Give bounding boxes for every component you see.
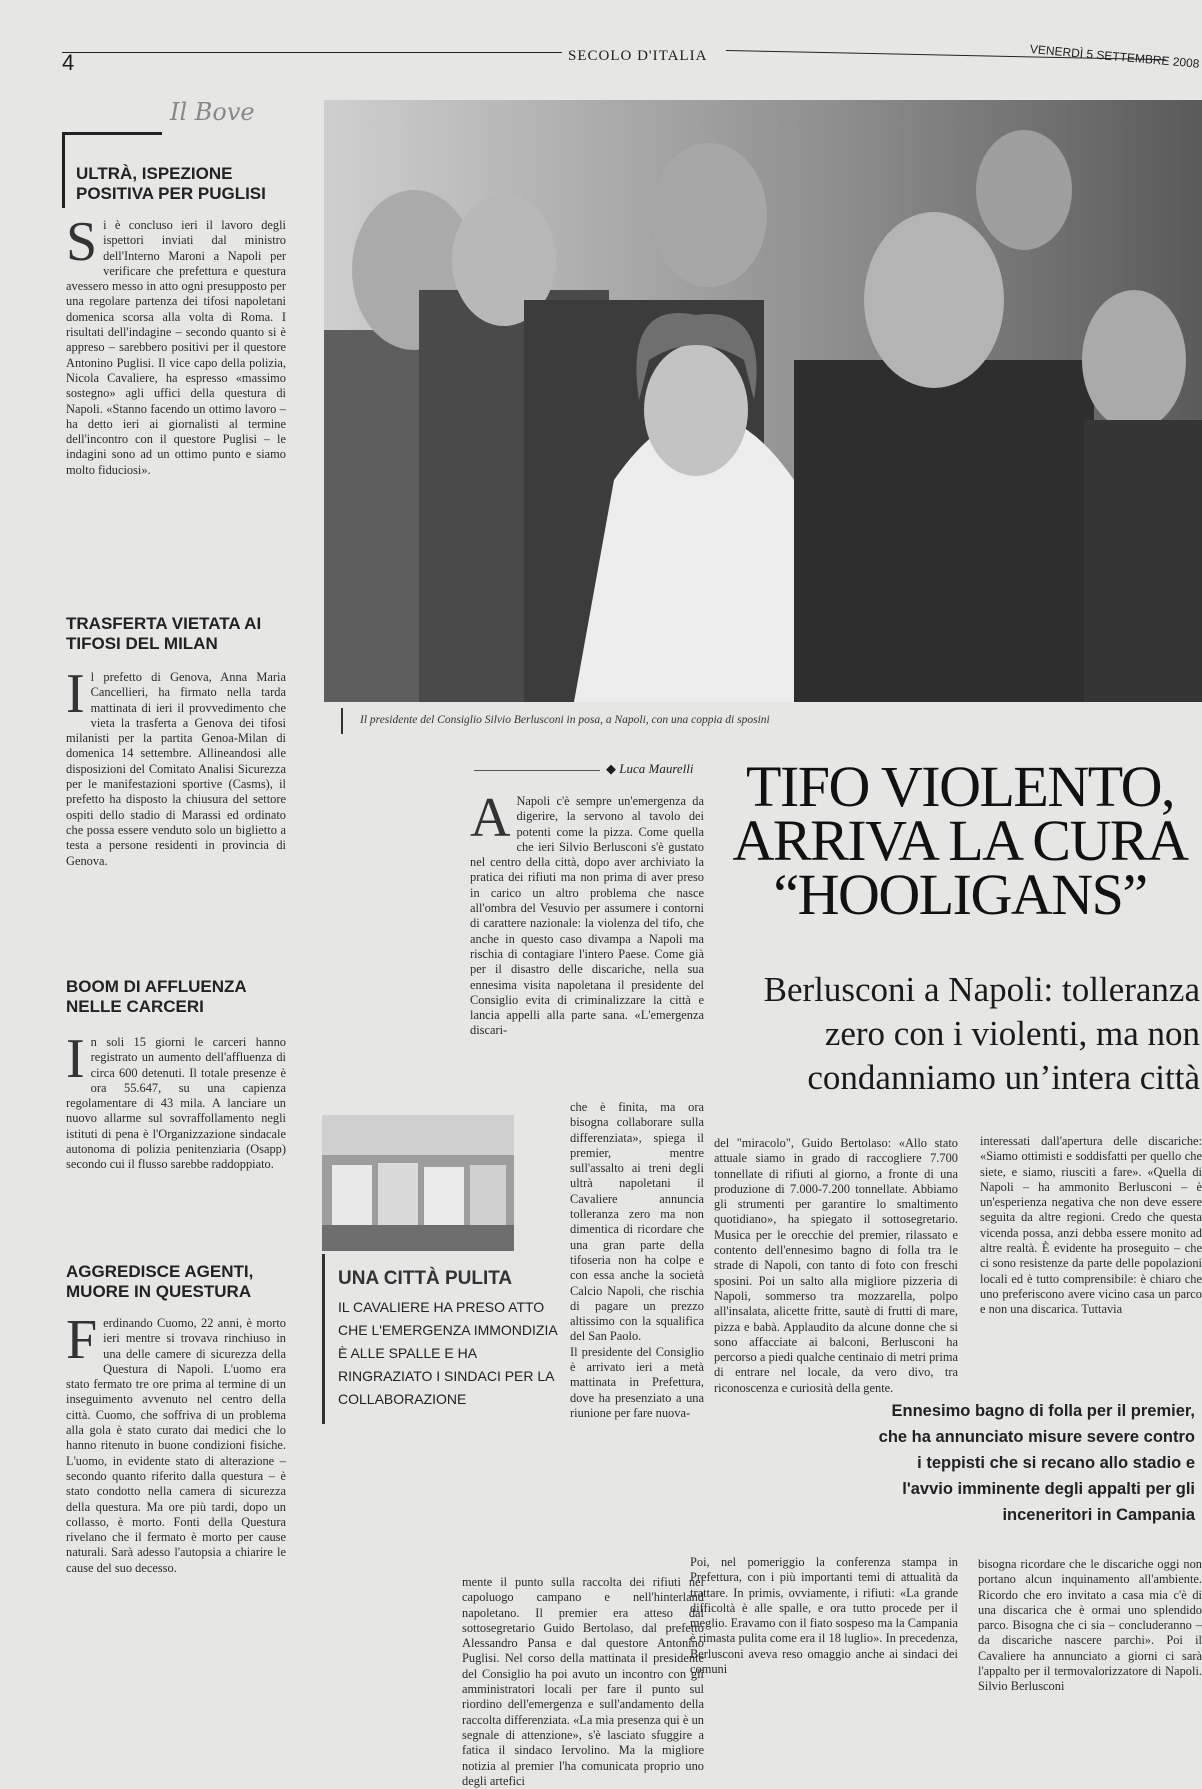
kicker-bar bbox=[62, 132, 65, 208]
title-line: TIFO VIOLENTO, bbox=[746, 754, 1174, 819]
main-photo bbox=[324, 100, 1202, 702]
brief-headline-trasferta: TRASFERTA VIETATA AI TIFOSI DEL MILAN bbox=[66, 614, 262, 653]
article-col-3: mente il punto sulla raccolta dei rifiuti nel capoluogo campano e nell'hinterland napoletano. Il premier era atteso dal sottosegretario Guido Bertolaso, dal prefetto Alessandro Pansa e dal questore Antonino Puglisi. Nel corso della mattinata il presidente del Consiglio ha poi avuto un incontro con gli amministratori locali per fare il punto sul riordino dell'emergenza e sull'andamento della raccolta differenziata. «La mia presenza qui è un segnale di attenzione», s'è lasciato sfuggire a fatica il sindaco Iervolino. Ma la migliore notizia al premier l'ha comunicata proprio uno degli artefici bbox=[462, 1575, 704, 1788]
brief-body-carceri bbox=[66, 1028, 286, 1173]
main-photo-image bbox=[324, 100, 1202, 702]
photo-caption: Il presidente del Consiglio Silvio Berlusconi in posa, a Napoli, con una coppia di sposini bbox=[360, 714, 770, 726]
article-col-5: interessati dall'apertura delle discariche: «Siamo ottimisti e soddisfatti per quello che siete, e siamo, riusciti a fare». «Quella di Napoli – ha ammonito Berlusconi – è un'esperienza negativa che non deve essere seguita da altre regioni. Credo che questa vicenda possa, anzi debba essere monito ad altre realtà. È evidente ha proseguito – che ci sono resistenze da parte delle popolazioni locali ed è tutto comprensibile: è chiaro che uno preferiscono avere vicino casa un parco e non una discarica. Tuttavia bbox=[980, 1134, 1202, 1317]
handwritten-signature: Il Bove bbox=[170, 98, 255, 126]
dropcap: S bbox=[66, 211, 98, 273]
dropcap: F bbox=[66, 1309, 98, 1371]
brief-text: i è concluso ieri il lavoro degli ispettori inviati dal ministro dell'Interno Maroni a Napoli per verificare che prefettura e questura avessero messo in atto ogni presupposto per una regolare partenza dei tifosi napoletani domenica scorsa alla volta di Roma. I risultati dell'indagine – secondo quanto si è appreso – sarebbero positivi per il questore Antonino Puglisi. Il vice capo della polizia, Nicola Cavaliere, ha espresso «massimo sostegno» agli uffici della questura di Napoli. «Stanno facendo un ottimo lavoro – ha detto ieri ai giornalisti al termine dell'incontro con il questore Puglisi – le indagini sono ad un ottimo punto e siamo molto fiduciosi». bbox=[66, 218, 286, 477]
article-col-2: che è finita, ma ora bisogna collaborare sulla differenziata», spiega il premier, mentre sull'assalto ai treni degli ultrà napoletani il Cavaliere annuncia tolleranza zero ma non dimentica di ricordare che una gran parte della tifoseria non ha colpe e con essa anche la società Calcio Napoli, che rischia di pagare un prezzo altissimo con la squalifica del San Paolo. Il presidente del Consiglio è arrivato ieri a metà mattinata in Prefettura, dove ha presenziato a una riunione per fare nuova- bbox=[570, 1100, 704, 1420]
pullquote: Ennesimo bagno di folla per il premier, che ha annunciato misure severe contro i teppisti che si recano allo stadio e l'avvio imminente degli appalti per gli inceneritori in Campania bbox=[878, 1402, 1195, 1524]
page-number: 4 bbox=[62, 50, 75, 75]
dropcap: I bbox=[66, 1028, 85, 1090]
article-title bbox=[720, 754, 1200, 927]
article-text: Napoli c'è sempre un'emergenza da digerire, la servono al tavolo dei potenti come la pizza. Come quella che ieri Silvio Berlusconi s'è gustato nel centro della città, dopo aver archiviato la pratica dei rifiuti ma non prima di aver preso in carico un altro problema che nasce all'ombra del Vesuvio per assumere i contorni di carattere nazionale: la violenza del tifo, che anche in questo caso divampa a Napoli ma rischia di contagiare l'intero Paese. Come già per il disastro delle discariche, nella sua ennesima visita napoletana il presidente del Consiglio evita di criminalizzare la città e lancia appelli alla parte sana. «L'emergenza discari- bbox=[470, 794, 704, 1038]
brief-body-questura bbox=[66, 1309, 286, 1576]
article-col-1 bbox=[470, 787, 704, 1039]
caption-bar bbox=[341, 708, 343, 734]
dropcap: A bbox=[470, 787, 511, 849]
brief-body-trasferta bbox=[66, 663, 286, 869]
inset-text: IL CAVALIERE HA PRESO ATTO CHE L'EMERGENZA IMMONDIZIA È ALLE SPALLE E HA RINGRAZIATO I SINDACI PER LA COLLABORAZIONE bbox=[338, 1299, 557, 1407]
article-subtitle: Berlusconi a Napoli: tolleranza zero con i violenti, ma non condanniamo un’intera città bbox=[763, 970, 1200, 1097]
header-rule-left bbox=[62, 52, 562, 53]
article-col-6: Poi, nel pomeriggio la conferenza stampa in Prefettura, con i più importanti temi di attualità da trattare. In primis, ovviamente, i rifiuti: «La grande difficoltà è alle spalle, e ora tutto procede per il meglio. Eravamo con il fiato sospeso ma la Campania è rimasta pulita come era il 18 luglio». In precedenza, Berlusconi aveva reso omaggio anche ai sindaci dei comuni bbox=[690, 1555, 958, 1677]
brief-text: l prefetto di Genova, Anna Maria Cancellieri, ha firmato nella tarda mattinata di ieri il provvedimento che vieta la trasferta a Genova dei tifosi milanisti per la partita Genoa-Milan di domenica 14 settembre. Allineandosi alle disposizioni del Comitato Analisi Sicurezza per le manifestazioni sportive (Casms), il prefetto ha disposto la chiusura del settore ospiti dello stadio di Marassi ed ordinato che possa essere venduto solo un biglietto a testa a persone residenti in provincia di Genova. bbox=[66, 670, 286, 868]
kicker-rule bbox=[62, 132, 162, 135]
brief-headline-ultra: ULTRÀ, ISPEZIONE POSITIVA PER PUGLISI bbox=[76, 164, 266, 203]
title-line: ARRIVA LA CURA bbox=[732, 808, 1188, 873]
dateline: VENERDÌ 5 SETTEMBRE 2008 bbox=[1029, 42, 1201, 71]
brief-body-ultra bbox=[66, 211, 286, 478]
inset-title: UNA CITTÀ PULITA bbox=[338, 1268, 513, 1289]
brief-headline-carceri: BOOM DI AFFLUENZA NELLE CARCERI bbox=[66, 977, 247, 1016]
byline-rule bbox=[474, 770, 600, 771]
inset-bar bbox=[322, 1254, 325, 1424]
masthead: SECOLO D'ITALIA bbox=[568, 48, 708, 64]
title-line: “HOOLIGANS” bbox=[773, 862, 1147, 927]
brief-headline-questura: AGGREDISCE AGENTI, MUORE IN QUESTURA bbox=[66, 1262, 254, 1301]
brief-text: erdinando Cuomo, 22 anni, è morto ieri mentre si trovava rinchiuso in una delle camere di sicurezza della Questura di Napoli. L'uomo era stato fermato tre ore prima al termine di un inseguimento avvenuto nel centro della città. Cuomo, che soffriva di un problema alla gola è stato curato dai medici che lo hanno ritenuto in buone condizioni fisiche. L'uomo, in evidente stato di alterazione – secondo quanto riferito dalla questura – è stato condotto nella camera di sicurezza della questura. Ma ore più tardi, dopo un collasso, è morto. Fonti della Questura rivelano che il fermato è morto per cause naturali. Sarà adesso l'autopsia a chiarire le cause del suo decesso. bbox=[66, 1316, 286, 1575]
article-col-4: del "miracolo", Guido Bertolaso: «Allo stato attuale siamo in grado di raccogliere 7.700 tonnellate di rifiuti al giorno, a fronte di una produzione di 7.000-7.200 tonnellate. Abbiamo gli strumenti per garantire lo smaltimento quotidiano», ha spiegato il sottosegretario. Musica per le orecchie del premier, rilassato e contento dell'ennesimo bagno di folla tra le strade di Napoli, con tanto di foto con freschi sposini. Poi un salto alla migliore pizzeria di Napoli, sommerso tra mozzarella, polpo all'insalata, alicette fritte, sautè di frutti di mare, pizza e babà. Applaudito da alcune donne che si sono affacciate ai balconi, Berlusconi ha percorso a piedi qualche centinaio di metri prima di entrare nel locale, da vero divo, tra riconoscenza e curiosità della gente. bbox=[714, 1136, 958, 1395]
dropcap: I bbox=[66, 663, 85, 725]
brief-text: n soli 15 giorni le carceri hanno registrato un aumento dell'affluenza di circa 600 detenuti. Il totale presenze è ora 55.647, su una capienza regolamentare di 43 mila. A lanciare un nuovo allarme sul sovraffollamento negli istituti di pena è l'Organizzazione sindacale autonoma di polizia penitenziaria (Osapp) secondo cui il flusso sarebbe raddoppiato. bbox=[66, 1035, 286, 1172]
inset-photo-image bbox=[322, 1115, 514, 1251]
inset-photo bbox=[322, 1115, 514, 1251]
byline: ◆ Luca Maurelli bbox=[606, 761, 694, 776]
article-col-7: bisogna ricordare che le discariche oggi non portano alcun inquinamento all'ambiente. Ricordo che ero invitato a casa mia c'è di una discarica che è ormai uno splendido parco. Bisogna che ci sia – concluderanno – da discariche nascere parchi». Poi il Cavaliere ha annunciato a giorni ci sarà l'appalto per il termovalorizzatore di Napoli. Silvio Berlusconi bbox=[978, 1557, 1202, 1694]
